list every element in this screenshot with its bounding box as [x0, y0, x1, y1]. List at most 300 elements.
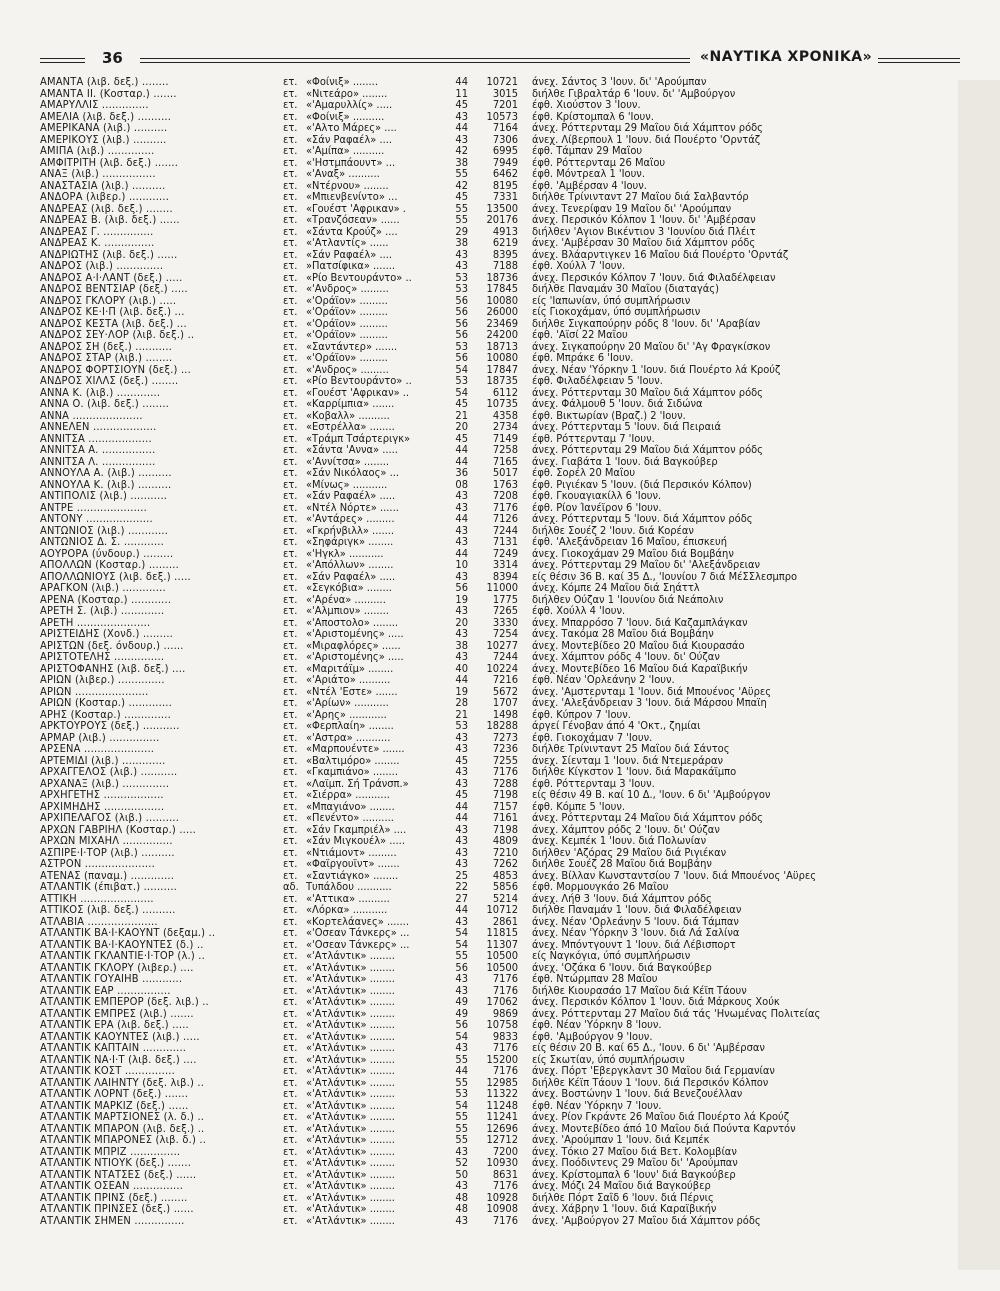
ship-age: 43 [455, 846, 468, 858]
ship-tonnage: 7188 [492, 260, 518, 272]
ship-age: 53 [455, 720, 468, 732]
ship-name: ΑΝΤΟΝΥ .................... [40, 513, 153, 525]
ship-movement: άνεχ. Μόζι 24 Μαΐου διά Βαγκούβερ [532, 1180, 711, 1192]
ship-age: 43 [455, 858, 468, 870]
ship-name: ΑΤΤΙΚΗ ...................... [40, 892, 154, 904]
ship-age: 11 [455, 87, 468, 99]
ship-name: ΑΡΙΣΤΕΙΔΗΣ (Χονδ.) ......... [40, 628, 174, 640]
ship-name: ΑΤΛΑΝΤΙΚ ΝΤΙΟΥΚ (δεξ.) ....... [40, 1157, 192, 1169]
ship-type: ετ. [283, 271, 298, 283]
ship-type: ετ. [283, 915, 298, 927]
ship-name: ΑΠΟΛΛΩΝΙΟΥΣ (λιβ. δεξ.) ..... [40, 570, 191, 582]
ship-name: ΑΤΛΑΝΤΙΚ ΛΟΡΝΤ (δεξ.) ....... [40, 1088, 189, 1100]
ship-name: ΑΡΙΣΤΟΤΕΛΗΣ ............... [40, 651, 165, 663]
ship-owner: «'Ατλάντικ» ........ [306, 950, 395, 962]
ship-type: ετ. [283, 191, 298, 203]
table-row [40, 525, 960, 537]
ship-owner: «'Αρίων» ........... [306, 697, 389, 709]
table-row [40, 249, 960, 261]
table-row [40, 1077, 960, 1089]
ship-type: ετ. [283, 1088, 298, 1100]
ship-tonnage: 7216 [492, 674, 518, 686]
ship-owner: «Μίνως» ........... [306, 478, 388, 490]
ship-movement: άνεχ. 'Αρούμπαν 1 'Ιουν. διά Κεμπέκ [532, 1134, 710, 1146]
ship-age: 44 [455, 812, 468, 824]
ship-type: ετ. [283, 858, 298, 870]
ship-type: ετ. [283, 892, 298, 904]
ship-name: ΑΝΤΡΕ ..................... [40, 501, 147, 513]
ship-age: 43 [455, 490, 468, 502]
ship-type: ετ. [283, 685, 298, 697]
ship-owner: «'Οσεαν Τάνκερς» ... [306, 938, 410, 950]
ship-type: ετ. [283, 363, 298, 375]
ship-owner: «'Ατλάντικ» ........ [306, 973, 395, 985]
ship-age: 44 [455, 904, 468, 916]
ship-movement: άνεχ. Σιγκαπούρην 20 Μαΐου δι' 'Αγ Φραγκίσκον [532, 340, 771, 352]
ship-age: 36 [455, 467, 468, 479]
ship-name: ΑΡΣΕΝΑ ..................... [40, 743, 155, 755]
table-row [40, 858, 960, 870]
ship-type: ετ. [283, 1122, 298, 1134]
table-row [40, 617, 960, 629]
ship-type: ετ. [283, 1191, 298, 1203]
ship-name: ΑΜΙΠΑ (λιβ.) .............. [40, 145, 155, 157]
ship-type: ετ. [283, 812, 298, 824]
ship-age: 42 [455, 145, 468, 157]
ship-name: ΑΡΧΙΜΗΔΗΣ .................. [40, 800, 165, 812]
ship-movement: άνεχ. Πόρτ 'Εβεργκλαντ 30 Μαΐου διά Γερμανίαν [532, 1065, 775, 1077]
ship-type: ετ. [283, 421, 298, 433]
table-row [40, 1146, 960, 1158]
ship-owner: «'Αρένα» .......... [306, 593, 386, 605]
ship-name: ΑΣΤΡΟΝ ..................... [40, 858, 155, 870]
ship-owner: «Μαρπουέντε» ....... [306, 743, 405, 755]
ship-movement: είς Σκωτίαν, ύπό συμπλήρωσιν [532, 1053, 685, 1065]
ship-name: ΑΜΦΙΤΡΙΤΗ (λιβ. δεξ.) ....... [40, 156, 179, 168]
ship-type: ετ. [283, 570, 298, 582]
ship-tonnage: 26000 [486, 306, 518, 318]
ship-owner: «'Ατλάντικ» ........ [306, 1191, 395, 1203]
ship-age: 43 [455, 524, 468, 536]
ship-movement: άνεχ. Τενερίφαν 19 Μαΐου δι' 'Αρούμπαν [532, 202, 732, 214]
ship-name: ΑΤΛΑΝΤΙΚ (έπιβατ.) .......... [40, 881, 178, 893]
ship-tonnage: 17062 [486, 996, 518, 1008]
ship-age: 54 [455, 386, 468, 398]
table-row [40, 709, 960, 721]
ship-name: ΑΝΝΙΤΣΑ Α. ................ [40, 444, 156, 456]
ship-owner: «'Ατλαντίς» ...... [306, 237, 389, 249]
table-row [40, 318, 960, 330]
ship-movement: έφθ. Γκουαγιακίλλ 6 'Ιουν. [532, 490, 662, 502]
ship-tonnage: 7200 [492, 1145, 518, 1157]
ship-owner: «Κοβαλλ» .......... [306, 409, 390, 421]
ship-age: 48 [455, 1203, 468, 1215]
ship-age: 44 [455, 800, 468, 812]
ship-tonnage: 8631 [492, 1168, 518, 1180]
ship-name: ΑΝΑΣΤΑΣΙΑ (λιβ.) .......... [40, 179, 166, 191]
ship-movement: άνεχ. Χάμπτον ρόδς 4 'Ιουν. δι' Ούζαν [532, 651, 720, 663]
ship-tonnage: 7157 [492, 800, 518, 812]
ship-name: ΑΤΛΑΝΤΙΚ ΕΜΠΕΡΟΡ (δεξ. λιβ.) .. [40, 996, 209, 1008]
ship-movement: άνεχ. Ρόττερνταμ 5 'Ιουν. διά Χάμπτον ρόδς [532, 513, 753, 525]
ship-name: ΑΝΝΑ Ο. (λιβ. δεξ.) ........ [40, 398, 170, 410]
ship-name: ΑΡΧΗΓΕΤΗΣ .................. [40, 789, 164, 801]
ship-age: 53 [455, 271, 468, 283]
ship-age: 45 [455, 398, 468, 410]
ship-tonnage: 7176 [492, 973, 518, 985]
ship-tonnage: 7265 [492, 605, 518, 617]
ship-type: ετ. [283, 444, 298, 456]
ship-tonnage: 1775 [492, 593, 518, 605]
ship-type: ετ. [283, 869, 298, 881]
ship-type: ετ. [283, 202, 298, 214]
ship-movement: άνεχ. Ρόττερνταμ 5 'Ιουν. διά Πειραιά [532, 421, 721, 433]
table-row [40, 720, 960, 732]
ship-type: ετ. [283, 1134, 298, 1146]
ship-type: ετ. [283, 524, 298, 536]
table-row [40, 927, 960, 939]
ship-age: 55 [455, 1111, 468, 1123]
ship-owner: «'Αλμπιον» ........ [306, 605, 389, 617]
ship-tonnage: 3314 [492, 559, 518, 571]
ship-tonnage: 10500 [486, 950, 518, 962]
table-row [40, 939, 960, 951]
ship-name: ΑΡΧΩΝ ΜΙΧΑΗΛ ............... [40, 835, 173, 847]
ship-age: 29 [455, 225, 468, 237]
ship-type: ετ. [283, 432, 298, 444]
ship-tonnage: 7262 [492, 858, 518, 870]
ship-owner: «Ντέλ Νόρτε» ...... [306, 501, 399, 513]
ship-owner: «'Ατλάντικ» ........ [306, 961, 395, 973]
ship-owner: «Ντέλ 'Εστε» ....... [306, 685, 398, 697]
ship-type: ετ. [283, 110, 298, 122]
ship-owner: «'Αποστολο» ........ [306, 616, 399, 628]
ship-owner: «'Αριάτο» .......... [306, 674, 391, 686]
ship-owner: «'Αριστομένης» ..... [306, 651, 404, 663]
ship-tonnage: 18736 [486, 271, 518, 283]
ship-name: ΑΝΔΡΟΣ ΣΗ (δεξ.) ........... [40, 340, 173, 352]
ship-age: 38 [455, 237, 468, 249]
ship-tonnage: 7254 [492, 628, 518, 640]
ship-tonnage: 4853 [492, 869, 518, 881]
ship-type: ετ. [283, 99, 298, 111]
ship-name: ΑΜΑΡΥΛΛΙΣ .............. [40, 99, 149, 111]
ship-movement: διήλθε Κιουρασάο 17 Μαΐου διά Κέϊπ Τάουν [532, 984, 747, 996]
ship-movement: άνεχ. Λήθ 3 'Ιουν. διά Χάμπτον ρόδς [532, 892, 712, 904]
ship-owner: «Βαλτιμόρο» ........ [306, 754, 400, 766]
ship-owner: «'Ατλάντικ» ........ [306, 1053, 395, 1065]
ship-movement: άνεχ. Τόκιο 27 Μαΐου διά Βετ. Κολομβίαν [532, 1145, 737, 1157]
ship-type: ετ. [283, 294, 298, 306]
ship-movement: άνεχ. Χάμπτον ρόδς 2 'Ιουν. δι' Ούζαν [532, 823, 720, 835]
table-row [40, 410, 960, 422]
ship-movement: άνεχ. Νέαν 'Ορλεάνην 5 'Ιουν. διά Τάμπαν [532, 915, 739, 927]
ship-type: ετ. [283, 559, 298, 571]
ship-type: ετ. [283, 409, 298, 421]
ship-tonnage: 17847 [486, 363, 518, 375]
ship-name: ΑΡΑΓΚΟΝ (λιβ.) ............. [40, 582, 166, 594]
ship-owner: «Ντιάμοντ» ......... [306, 846, 397, 858]
ship-movement: έφθ. Ρόττερνταμ 26 Μαΐου [532, 156, 666, 168]
ship-name: ΑΤΛΑΝΤΙΚ ΚΟΣΤ ............... [40, 1065, 175, 1077]
ship-name: ΑΤΕΝΑΣ (παναμ.) ............. [40, 869, 175, 881]
table-row [40, 628, 960, 640]
ship-name: ΑΤΛΑΝΤΙΚ ΒΑ·Ι·ΚΑΟΥΝΤΕΣ (δ.) .. [40, 938, 204, 950]
table-row [40, 398, 960, 410]
ship-owner: «Φοίνιξ» ........ [306, 76, 378, 88]
ship-movement: άνεχ. Ρόττερνταμ 29 Μαΐου δι' 'Αλεξάνδρειαν [532, 559, 761, 571]
ship-type: ετ. [283, 674, 298, 686]
ship-type: ετ. [283, 1157, 298, 1169]
table-row [40, 306, 960, 318]
ship-name: ΑΤΛΑΝΤΙΚ ΠΡΙΝΣ (δεξ.) ........ [40, 1191, 188, 1203]
ship-age: 55 [455, 1134, 468, 1146]
table-row [40, 1100, 960, 1112]
ship-movement: άνεχ. 'Αμβούργον 27 Μαΐου διά Χάμπτον ρόδς [532, 1214, 761, 1226]
table-row [40, 697, 960, 709]
ship-name: ΑΤΛΑΝΤΙΚ ΛΑΙΗΝΤΥ (δεξ. λιβ.) .. [40, 1076, 205, 1088]
ship-movement: άνεχ. 'Οζάκα 6 'Ιουν. διά Βαγκούβερ [532, 961, 712, 973]
ship-age: 54 [455, 1030, 468, 1042]
table-row [40, 180, 960, 192]
ship-name: ΑΤΛΑΝΤΙΚ ΜΠΑΡΟΝ (λιβ. δεξ.) .. [40, 1122, 205, 1134]
ship-age: 43 [455, 766, 468, 778]
ship-type: ετ. [283, 616, 298, 628]
ship-tonnage: 7288 [492, 777, 518, 789]
ship-type: ετ. [283, 1145, 298, 1157]
ship-owner: «'Οράϊον» ......... [306, 306, 388, 318]
ship-age: 08 [455, 478, 468, 490]
ship-tonnage: 7331 [492, 191, 518, 203]
ship-age: 43 [455, 570, 468, 582]
ship-movement: έφθ. Νέαν 'Υόρκην 8 'Ιουν. [532, 1019, 662, 1031]
ship-owner: «'Αττικα» .......... [306, 892, 390, 904]
ship-tonnage: 13500 [486, 202, 518, 214]
table-row [40, 467, 960, 479]
table-row [40, 421, 960, 433]
ship-name: ΑΤΛΑΝΤΙΚ ΜΠΡΙΖ ............... [40, 1145, 181, 1157]
ship-name: ΑΡΙΣΤΟΦΑΝΗΣ (λιβ. δεξ.) .... [40, 662, 186, 674]
table-row [40, 1203, 960, 1215]
header-rule-left-2 [40, 62, 85, 63]
ship-type: ετ. [283, 536, 298, 548]
ship-age: 55 [455, 1076, 468, 1088]
table-row [40, 605, 960, 617]
ship-age: 53 [455, 340, 468, 352]
ship-movement: διήλθε Γιβραλτάρ 6 'Ιουν. δι' 'Αμβούργον [532, 87, 736, 99]
ship-name: ΑΡΚΤΟΥΡΟΥΣ (δεξ.) ........... [40, 720, 180, 732]
ship-movement: άνεχ. Περσικόν Κόλπον 1 'Ιουν. δι' 'Αμβέρσαν [532, 214, 756, 226]
table-row [40, 1031, 960, 1043]
ship-movement: άνεχ. Κρίστομπαλ 6 'Ιουν' διά Βαγκούβερ [532, 1168, 736, 1180]
ship-age: 45 [455, 754, 468, 766]
ship-owner: «Τρανζόσεαν» ...... [306, 214, 400, 226]
ship-movement: άνεχ. Νέαν 'Υόρκην 3 'Ιουν. διά Λά Σαλίνα [532, 927, 740, 939]
ship-tonnage: 7210 [492, 846, 518, 858]
ship-owner: «'Ηστμπάουντ» ... [306, 156, 396, 168]
table-row [40, 824, 960, 836]
ship-name: ΑΝΔΡΟΣ ΦΟΡΤΣΙΟΥΝ (δεξ.) ... [40, 363, 191, 375]
ship-age: 43 [455, 110, 468, 122]
ship-type: ετ. [283, 720, 298, 732]
ship-owner: «'Οράϊον» ......... [306, 329, 388, 341]
ship-owner: «'Ατλάντικ» ........ [306, 1111, 395, 1123]
ship-name: ΑΡΙΩΝ (Κοσταρ.) ............. [40, 697, 172, 709]
ship-movement: άνεχ. Ρόττερνταμ 24 Μαΐου διά Χάμπτον ρόδς [532, 812, 763, 824]
ship-tonnage: 4913 [492, 225, 518, 237]
header-rule-left [40, 58, 85, 59]
ship-age: 56 [455, 329, 468, 341]
ship-type: ετ. [283, 317, 298, 329]
ship-owner: «'Αννίτσα» ........ [306, 455, 390, 467]
ship-movement: διήλθε Σουέζ 28 Μαΐου διά Βομβάην [532, 858, 712, 870]
ship-owner: «'Ατλάντικ» ........ [306, 1134, 395, 1146]
table-row [40, 1042, 960, 1054]
table-row [40, 962, 960, 974]
ship-movement: έφθ. Χιούστον 3 'Ιουν. [532, 99, 641, 111]
ship-owner: Τυπάλδου ........... [306, 881, 392, 893]
ship-name: ΑΤΛΑΝΤΙΚ ΓΚΛΟΡΥ (λιβερ.) .... [40, 961, 194, 973]
ship-name: ΑΟΥΡΟΡΑ (ύνδουρ.) ......... [40, 547, 174, 559]
ship-movement: άνεχ. Μπαρρόσο 7 'Ιουν. διά Καζαμπλάγκαν [532, 616, 748, 628]
table-row [40, 778, 960, 790]
table-row [40, 329, 960, 341]
ship-age: 28 [455, 697, 468, 709]
ship-owner: «Μιραφλόρες» ...... [306, 639, 401, 651]
ship-name: ΑΤΛΑΝΤΙΚ ΜΑΡΚΙΖ (δεξ.) ...... [40, 1099, 189, 1111]
ship-type: ετ. [283, 1111, 298, 1123]
ship-movement: έφθ. 'Αμβέρσαν 4 'Ιουν. [532, 179, 647, 191]
table-row [40, 732, 960, 744]
ship-age: 55 [455, 214, 468, 226]
ship-age: 43 [455, 628, 468, 640]
ship-type: ετ. [283, 1203, 298, 1215]
ship-movement: είς θέσιν 49 Β. καί 10 Δ., 'Ιουν. 6 δι' 'Αμβούργον [532, 789, 771, 801]
ship-type: αδ. [283, 881, 299, 893]
ship-movement: άνεχ. 'Αμβέρσαν 30 Μαΐου διά Χάμπτον ρόδς [532, 237, 756, 249]
ship-age: 21 [455, 708, 468, 720]
ship-age: 19 [455, 685, 468, 697]
table-row [40, 1088, 960, 1100]
ship-tonnage: 7244 [492, 524, 518, 536]
ship-age: 44 [455, 455, 468, 467]
ship-tonnage: 12696 [486, 1122, 518, 1134]
ship-name: ΑΤΛΑΝΤΙΚ ΓΟΥΑΙΗΒ ............ [40, 973, 183, 985]
ship-age: 55 [455, 168, 468, 180]
ship-name: ΑΡΜΑΡ (λιβ.) ............... [40, 731, 160, 743]
table-row [40, 272, 960, 284]
table-row [40, 812, 960, 824]
table-row [40, 283, 960, 295]
ship-tonnage: 10930 [486, 1157, 518, 1169]
table-row [40, 766, 960, 778]
ship-age: 43 [455, 248, 468, 260]
ship-tonnage: 7176 [492, 984, 518, 996]
table-row [40, 985, 960, 997]
ship-name: ΑΤΛΑΒΙΑ ..................... [40, 915, 158, 927]
ship-tonnage: 7208 [492, 490, 518, 502]
ship-name: ΑΝΔΡΕΑΣ Κ. ............... [40, 237, 155, 249]
ship-movements-table [40, 76, 960, 1226]
table-row [40, 502, 960, 514]
ship-age: 45 [455, 191, 468, 203]
table-row [40, 1019, 960, 1031]
ship-name: ΑΝΝΙΤΣΑ Λ. ................ [40, 455, 156, 467]
ship-type: ετ. [283, 386, 298, 398]
table-row [40, 893, 960, 905]
ship-tonnage: 6219 [492, 237, 518, 249]
ship-movement: άνεχ. Ρόττερνταμ 27 Μαΐου διά τάς 'Ηνωμένας Πολιτείας [532, 1007, 821, 1019]
table-row [40, 387, 960, 399]
ship-movement: άνεχ. 'Αμστερνταμ 1 'Ιουν. διά Μπουένος 'Αϋρες [532, 685, 772, 697]
ship-tonnage: 9869 [492, 1007, 518, 1019]
ship-movement: άνεχ. Περσικόν Κόλπον 1 'Ιουν. διά Μάρκους Χούκ [532, 996, 780, 1008]
ship-movement: άνεχ. Μπόντγουντ 1 'Ιουν. διά Λέβισπορτ [532, 938, 736, 950]
ship-movement: έφθ. Μπράκε 6 'Ιουν. [532, 352, 634, 364]
ship-movement: άνεχ. Βλάαρντιγκεν 16 Μαΐου διά Πουέρτο 'Ορντάζ [532, 248, 789, 260]
table-row [40, 168, 960, 180]
ship-type: ετ. [283, 467, 298, 479]
table-row [40, 513, 960, 525]
ship-tonnage: 11322 [486, 1088, 518, 1100]
ship-tonnage: 7176 [492, 501, 518, 513]
header-rule-middle-2 [140, 62, 690, 63]
ship-name: ΑΤΛΑΝΤΙΚ ΝΑ·Ι·Τ (λιβ. δεξ.) .... [40, 1053, 197, 1065]
ship-name: ΑΝΝΕΛΕΝ ................... [40, 421, 157, 433]
ship-name: ΑΡΕΤΗ ...................... [40, 616, 151, 628]
ship-owner: «Μπαγιάνο» ........ [306, 800, 395, 812]
table-row [40, 1192, 960, 1204]
ship-owner: «Σάν Ραφαέλ» .... [306, 133, 393, 145]
ship-type: ετ. [283, 628, 298, 640]
ship-age: 27 [455, 892, 468, 904]
ship-name: ΑΝΔΡΟΣ ΚΕ·Ι·Π (λιβ. δεξ.) ... [40, 306, 185, 318]
ship-type: ετ. [283, 708, 298, 720]
ship-movement: έφθ. Ρίον Ίανέϊρον 6 'Ιουν. [532, 501, 662, 513]
ship-name: ΑΤΛΑΝΤΙΚ ΝΤΑΤΣΕΣ (δεξ.) ...... [40, 1168, 197, 1180]
ship-age: 43 [455, 1042, 468, 1054]
table-row [40, 1065, 960, 1077]
ship-movement: διήλθε Κίγκστον 1 'Ιουν. διά Μαρακάϊμπο [532, 766, 737, 778]
table-row [40, 1180, 960, 1192]
ship-tonnage: 7164 [492, 122, 518, 134]
ship-movement: έφθ. Γιοκοχάμαν 7 'Ιουν. [532, 731, 653, 743]
ship-name: ΑΡΕΝΑ (Κοσταρ.) ............ [40, 593, 172, 605]
ship-tonnage: 7131 [492, 536, 518, 548]
ship-age: 43 [455, 973, 468, 985]
ship-owner: «'Ατλάντικ» ........ [306, 1157, 395, 1169]
ship-movement: άνεχ. 'Αλεξάνδρειαν 3 'Ιουν. διά Μάρσου Μπαϊη [532, 697, 767, 709]
ship-movement: άνεχ. Γιαβάτα 1 'Ιουν. διά Βαγκούβερ [532, 455, 718, 467]
ship-movement: άνεχ. Ρόττερνταμ 30 Μαΐου διά Χάμπτον ρόδς [532, 386, 763, 398]
ship-age: 49 [455, 1007, 468, 1019]
ship-type: ετ. [283, 1065, 298, 1077]
ship-owner: «'Ατλάντικ» ........ [306, 1030, 395, 1042]
table-row [40, 686, 960, 698]
ship-owner: «Λαϊμπ. Σή Τράνσπ.» [306, 777, 409, 789]
ship-age: 54 [455, 363, 468, 375]
ship-tonnage: 7255 [492, 754, 518, 766]
ship-tonnage: 10908 [486, 1203, 518, 1215]
ship-owner: «Σάν Νικόλαος» ... [306, 467, 399, 479]
ship-owner: «'Οράϊον» ......... [306, 294, 388, 306]
ship-owner: «'Ανδρος» ......... [306, 283, 389, 295]
table-row [40, 352, 960, 364]
ship-name: ΑΣΠΙΡΕ·Ι·ΤΟΡ (λιβ.) .......... [40, 846, 175, 858]
ship-tonnage: 5672 [492, 685, 518, 697]
ship-movement: διήλθε Τρίνινταντ 25 Μαΐου διά Σάντος [532, 743, 730, 755]
ship-owner: «Φερπλαίη» ........ [306, 720, 394, 732]
